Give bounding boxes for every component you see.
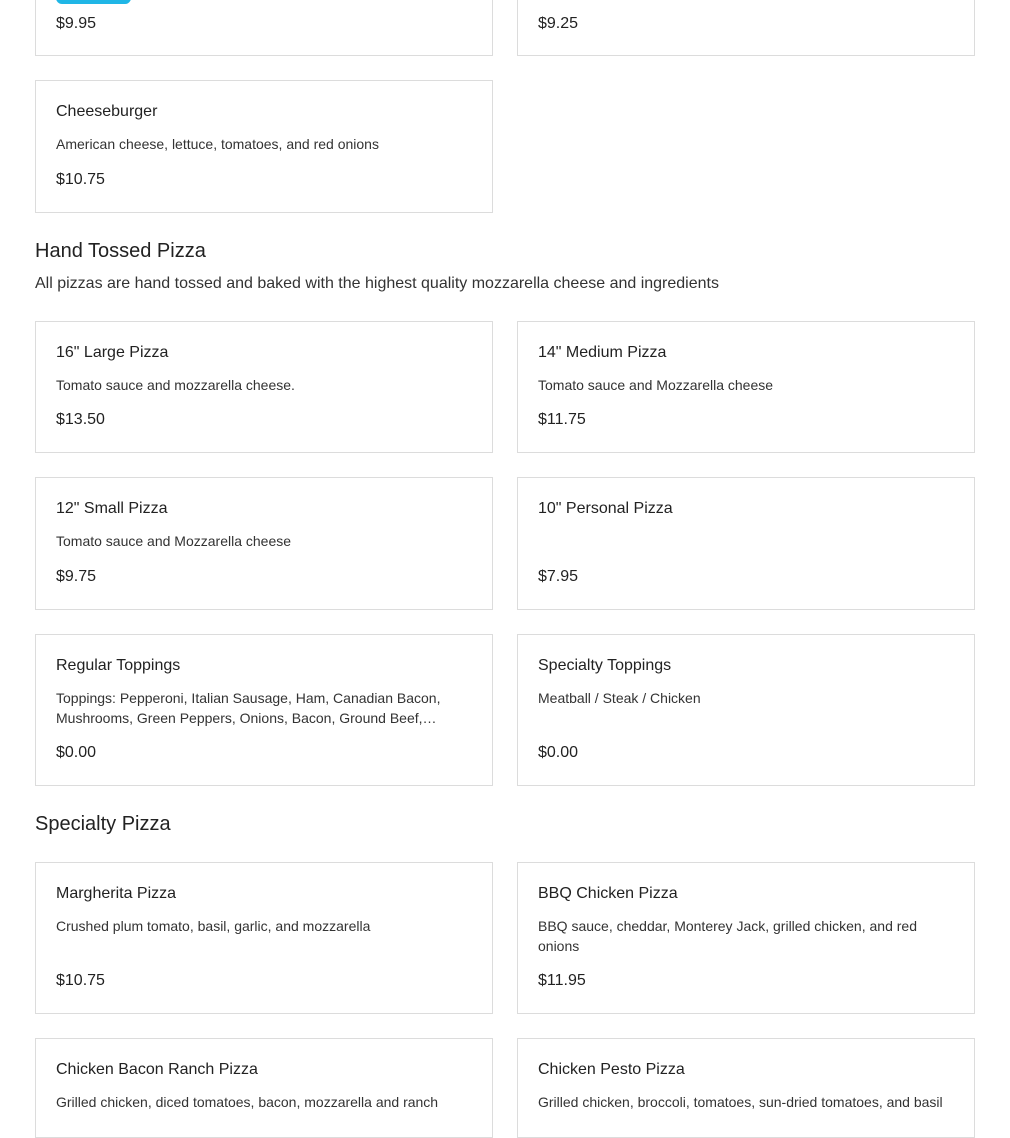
menu-item-card[interactable]: [517, 862, 975, 1014]
item-description: BBQ sauce, cheddar, Monterey Jack, grilled chicken, and red onions: [538, 918, 917, 954]
item-price: $11.75: [538, 411, 586, 428]
item-name: 10" Personal Pizza: [538, 500, 673, 517]
item-price: $10.75: [56, 972, 105, 989]
item-name: Specialty Toppings: [538, 657, 672, 674]
menu-item-card[interactable]: [517, 634, 975, 786]
menu-item-card[interactable]: [35, 477, 493, 610]
item-description: Tomato sauce and mozzarella cheese.: [56, 377, 295, 393]
item-price: $10.75: [56, 171, 105, 188]
item-description: Tomato sauce and Mozzarella cheese: [56, 533, 292, 549]
item-name: Chicken Bacon Ranch Pizza: [56, 1061, 258, 1078]
menu-item-card[interactable]: [517, 1038, 975, 1138]
item-name: 16" Large Pizza: [56, 344, 169, 361]
item-name: 12" Small Pizza: [56, 500, 168, 517]
menu-item-card[interactable]: [517, 0, 975, 56]
item-name: BBQ Chicken Pizza: [538, 885, 678, 902]
section-subtitle-hand-tossed: All pizzas are hand tossed and baked with the highest quality mozzarella cheese and ingredients: [35, 275, 719, 292]
item-description: Toppings: Pepperoni, Italian Sausage, Ham, Canadian Bacon, Mushrooms, Green Peppers, Onions, Bacon, Ground Beef,…: [56, 690, 441, 726]
item-name: Regular Toppings: [56, 657, 181, 674]
item-price: $0.00: [56, 744, 97, 761]
item-price: $7.95: [538, 568, 579, 585]
item-description: Tomato sauce and Mozzarella cheese: [538, 377, 774, 393]
item-badge: [56, 0, 131, 4]
item-price: $9.95: [56, 15, 97, 32]
menu-item-card[interactable]: [35, 862, 493, 1014]
item-price: $9.75: [56, 568, 97, 585]
menu-item-card[interactable]: [35, 321, 493, 453]
menu-item-card[interactable]: [35, 1038, 493, 1138]
item-description: Crushed plum tomato, basil, garlic, and mozzarella: [56, 918, 371, 934]
item-name: Chicken Pesto Pizza: [538, 1061, 685, 1078]
item-description: American cheese, lettuce, tomatoes, and red onions: [56, 136, 379, 152]
item-description: Meatball / Steak / Chicken: [538, 690, 701, 706]
menu-item-card[interactable]: [35, 80, 493, 213]
menu-item-card[interactable]: [35, 634, 493, 786]
item-price: $13.50: [56, 411, 105, 428]
item-price: $9.25: [538, 15, 579, 32]
item-price: $0.00: [538, 744, 579, 761]
menu-item-card[interactable]: [517, 477, 975, 610]
item-name: Margherita Pizza: [56, 885, 177, 902]
section-title-specialty: Specialty Pizza: [35, 813, 171, 835]
item-description: Grilled chicken, broccoli, tomatoes, sun-dried tomatoes, and basil: [538, 1094, 943, 1110]
menu-item-card[interactable]: [517, 321, 975, 453]
item-description: Grilled chicken, diced tomatoes, bacon, mozzarella and ranch: [56, 1094, 439, 1110]
item-name: 14" Medium Pizza: [538, 344, 667, 361]
item-price: $11.95: [538, 972, 586, 989]
section-title-hand-tossed: Hand Tossed Pizza: [35, 240, 206, 262]
item-name: Cheeseburger: [56, 103, 158, 120]
menu-item-card[interactable]: [35, 0, 493, 56]
